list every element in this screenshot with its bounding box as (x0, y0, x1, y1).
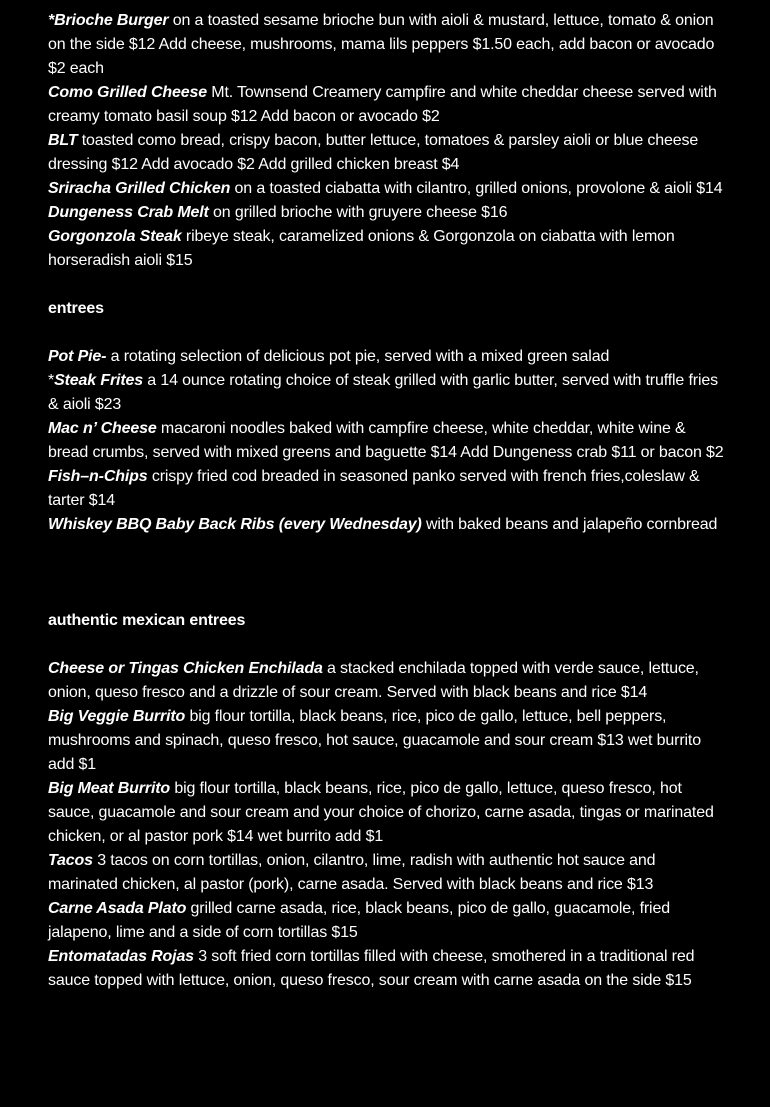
menu-item-description: Mt. Townsend Creamery campfire and white cheddar cheese served with creamy tomato basil soup $12 Add bacon or avocado $2 (48, 84, 717, 125)
menu-item-name: Entomatadas Rojas (48, 948, 194, 965)
spacer (48, 273, 728, 297)
section-heading-mexican-entrees: authentic mexican entrees (48, 612, 246, 629)
menu-item-name: Dungeness Crab Melt (48, 204, 209, 221)
spacer (48, 537, 728, 561)
menu-item-name: Como Grilled Cheese (48, 84, 207, 101)
menu-item-name: Mac n’ Cheese (48, 420, 157, 437)
menu-item-name: Steak Frites (54, 372, 143, 389)
menu-item-brioche-burger (48, 9, 728, 81)
menu-item-description: toasted como bread, crispy bacon, butter lettuce, tomatoes & parsley aioli or blue cheese dressing $12 Add avocado $2 Add grilled chicken breast $4 (48, 132, 699, 173)
menu-item-fish-n-chips (48, 465, 728, 513)
menu-item-blt (48, 129, 728, 177)
menu-item-name: Tacos (48, 852, 93, 869)
menu-item-name: Sriracha Grilled Chicken (48, 180, 231, 197)
menu-item-sriracha-grilled-chicken (48, 177, 728, 201)
menu-item-name: Pot Pie- (48, 348, 107, 365)
menu-item-carne-asada-plato (48, 897, 728, 945)
menu-item-description: on a toasted sesame brioche bun with aioli & mustard, lettuce, tomato & onion on the side $12 Add cheese, mushrooms, mama lils peppers $1.50 each, add bacon or avocado $2 each (48, 12, 715, 77)
menu-item-name: *Brioche Burger (48, 12, 169, 29)
menu-item-description: big flour tortilla, black beans, rice, pico de gallo, lettuce, queso fresco, hot sauce, guacamole and sour cream and your choice of chorizo, carne asada, tingas or marinated chicken, or al pastor pork $14 wet burrito add $1 (48, 780, 714, 845)
menu-item-description: 3 tacos on corn tortillas, onion, cilantro, lime, radish with authentic hot sauce and marinated chicken, al pastor (pork), carne asada. Served with black beans and rice $13 (48, 852, 656, 893)
menu-item-gorgonzola-steak (48, 225, 728, 273)
menu-item-description: macaroni noodles baked with campfire cheese, white cheddar, white wine & bread crumbs, served with mixed greens and baguette $14 Add Dungeness crab $11 or bacon $2 (48, 420, 724, 461)
spacer (48, 633, 728, 657)
spacer (48, 561, 728, 585)
menu-item-description: on a toasted ciabatta with cilantro, grilled onions, provolone & aioli $14 (230, 180, 723, 197)
menu-item-mac-n-cheese (48, 417, 728, 465)
menu-item-description: grilled carne asada, rice, black beans, pico de gallo, guacamole, fried jalapeno, lime and a side of corn tortillas $15 (48, 900, 670, 941)
menu-item-entomatadas-rojas (48, 945, 728, 993)
menu-item-description: crispy fried cod breaded in seasoned panko served with french fries,coleslaw & tarter $14 (48, 468, 700, 509)
menu-item-description: ribeye steak, caramelized onions & Gorgonzola on ciabatta with lemon horseradish aioli $15 (48, 228, 675, 269)
menu-item-big-veggie-burrito (48, 705, 728, 777)
menu-item-name: Gorgonzola Steak (48, 228, 182, 245)
menu-item-tacos (48, 849, 728, 897)
menu-item-description: a stacked enchilada topped with verde sauce, lettuce, onion, queso fresco and a drizzle of sour cream. Served with black beans and rice $14 (48, 660, 699, 701)
menu-item-dungeness-crab-melt (48, 201, 728, 225)
menu-item-como-grilled-cheese (48, 81, 728, 129)
menu-item-description: a 14 ounce rotating choice of steak grilled with garlic butter, served with truffle fries & aioli $23 (48, 372, 718, 413)
menu-item-name: Fish–n-Chips (48, 468, 148, 485)
menu-item-name: Big Veggie Burrito (48, 708, 186, 725)
menu-item-steak-frites (48, 369, 728, 417)
menu-item-description: with baked beans and jalapeño cornbread (421, 516, 718, 533)
menu-item-description: a rotating selection of delicious pot pie, served with a mixed green salad (106, 348, 610, 365)
menu-item-prefix: * (48, 372, 55, 389)
menu-item-big-meat-burrito (48, 777, 728, 849)
spacer (48, 321, 728, 345)
menu-item-description: 3 soft fried corn tortillas filled with cheese, smothered in a traditional red sauce topped with lettuce, onion, queso fresco, sour cream with carne asada on the side $15 (48, 948, 695, 989)
menu-page (48, 9, 728, 993)
menu-item-pot-pie (48, 345, 728, 369)
menu-item-name: BLT (48, 132, 78, 149)
menu-item-name: Whiskey BBQ Baby Back Ribs (every Wednesday) (48, 516, 422, 533)
spacer (48, 585, 728, 609)
menu-item-enchilada (48, 657, 728, 705)
menu-item-bbq-ribs (48, 513, 728, 537)
menu-item-description: big flour tortilla, black beans, rice, pico de gallo, lettuce, bell peppers, mushrooms and spinach, queso fresco, hot sauce, guacamole and sour cream $13 wet burrito add $1 (48, 708, 701, 773)
menu-item-name: Carne Asada Plato (48, 900, 187, 917)
menu-item-name: Cheese or Tingas Chicken Enchilada (48, 660, 323, 677)
menu-item-name: Big Meat Burrito (48, 780, 171, 797)
menu-item-description: on grilled brioche with gruyere cheese $16 (208, 204, 508, 221)
section-heading-entrees: entrees (48, 300, 104, 317)
